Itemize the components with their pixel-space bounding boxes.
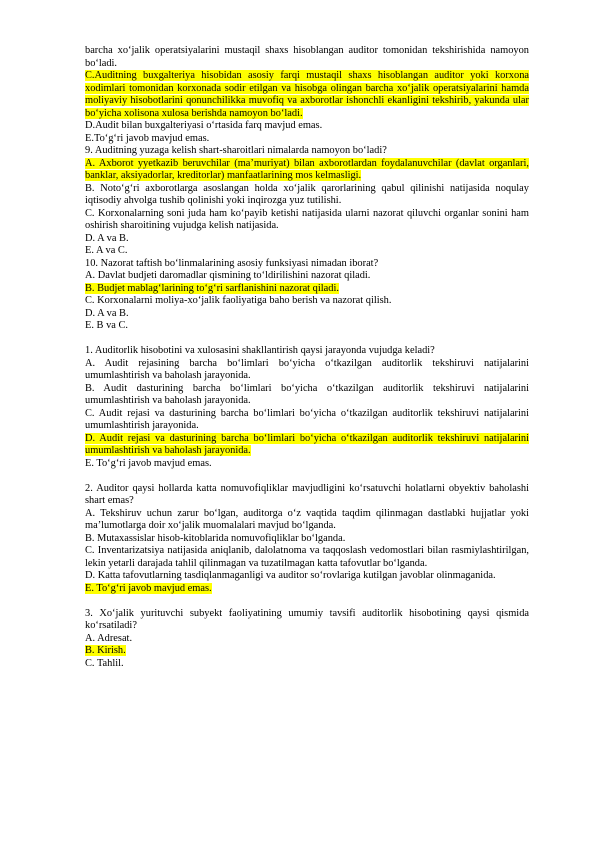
paragraph <box>85 345 529 358</box>
paragraph-text: E. B va C. <box>85 320 129 331</box>
paragraph-text: barcha xo‘jalik operatsiyalarini mustaqil shaxs hisoblangan auditor tomonidan tekshirishida namoyon bo‘ladi. <box>85 45 529 69</box>
paragraph <box>85 45 529 70</box>
paragraph <box>85 245 529 258</box>
paragraph <box>85 308 529 321</box>
highlighted-answer <box>85 583 529 596</box>
paragraph <box>85 120 529 133</box>
paragraph <box>85 270 529 283</box>
paragraph-text: D. A va B. <box>85 307 129 319</box>
paragraph <box>85 458 529 471</box>
paragraph-text: A. Axborot yyetkazib beruvchilar (ma’muriyat) bilan axborotlardan foydalanuvchilar (davlat organlari, banklar, aksiyadorlar, kreditorlar) manfaatlarining mos kelmasligi. <box>85 157 529 181</box>
paragraph-text: 2. Auditor qaysi hollarda katta nomuvofiqliklar mavjudligini ko‘rsatuvchi holatlarni obyektiv baholashi shart emas? <box>85 482 529 506</box>
paragraph-text: B. Mutaxassislar hisob-kitoblarida nomuvofiqliklar bo‘lganda. <box>85 532 346 544</box>
paragraph-text: E. A va C. <box>85 245 128 256</box>
paragraph-text: B. Kirish. <box>85 645 126 656</box>
paragraph <box>85 208 529 233</box>
paragraph-text: 9. Auditning yuzaga kelish shart-sharoitlari nimalarda namoyon bo‘ladi? <box>85 145 387 156</box>
paragraph <box>85 658 529 671</box>
paragraph-text: A. Davlat budjeti daromadlar qismining to‘ldirilishini nazorat qiladi. <box>85 270 371 281</box>
highlighted-answer <box>85 645 529 658</box>
paragraph <box>85 408 529 433</box>
paragraph <box>85 570 529 583</box>
paragraph <box>85 295 529 308</box>
paragraph-text: C. Korxonalarni moliya-xo‘jalik faoliyatiga baho berish va nazorat qilish. <box>85 295 392 306</box>
paragraph <box>85 508 529 533</box>
highlighted-answer <box>85 158 529 183</box>
paragraph-text: D. A va B. <box>85 232 129 244</box>
paragraph <box>85 633 529 646</box>
blank-line <box>85 595 529 608</box>
highlighted-answer <box>85 433 529 458</box>
paragraph-text: 3. Xo‘jalik yurituvchi subyekt faoliyatining umumiy tavsifi auditorlik hisobotining qaysi qismida ko‘rsatiladi? <box>85 607 529 631</box>
blank-line <box>85 333 529 346</box>
paragraph-text: B. Budjet mablag‘larining to‘g‘ri sarflanishini nazorat qiladi. <box>85 282 339 294</box>
paragraph <box>85 233 529 246</box>
blank-line <box>85 470 529 483</box>
paragraph <box>85 383 529 408</box>
paragraph-text: B. Audit dasturining barcha bo‘limlari bo‘yicha o‘tkazilgan auditorlik tekshiruvi natijalarini umumlashtirish va baholash jarayonida. <box>85 382 529 406</box>
paragraph <box>85 258 529 271</box>
paragraph-text: A. Tekshiruv uchun zarur bo‘lgan, auditorga o‘z vaqtida taqdim qilinmagan dastlabki hujjatlar yoki ma’lumotlarga doir xo‘jalik muomalalari mavjud bo‘lganda. <box>85 507 529 531</box>
paragraph <box>85 320 529 333</box>
paragraph-text: 1. Auditorlik hisobotini va xulosasini shakllantirish qaysi jarayonda vujudga keladi? <box>85 345 435 356</box>
paragraph-text: D. Katta tafovutlarning tasdiqlanmaganligi va auditor so‘rovlariga kutilgan javoblar olinmaganida. <box>85 570 496 581</box>
paragraph <box>85 133 529 146</box>
paragraph-text: E.To‘g‘ri javob mavjud emas. <box>85 132 210 144</box>
paragraph-text: D.Audit bilan buxgalteriyasi o‘rtasida farq mavjud emas. <box>85 120 323 131</box>
paragraph-text: A. Adresat. <box>85 632 133 644</box>
paragraph-text: C. Tahlil. <box>85 657 124 669</box>
paragraph <box>85 533 529 546</box>
highlighted-answer <box>85 70 529 120</box>
paragraph-text: E. To‘g‘ri javob mavjud emas. <box>85 457 212 469</box>
paragraph <box>85 183 529 208</box>
document-body <box>85 45 529 670</box>
paragraph-text: C. Korxonalarning soni juda ham ko‘payib ketishi natijasida ularni nazorat qiluvchi organlar sonini ham oshirish sharoitining vujudga kelish natijasida. <box>85 207 529 231</box>
paragraph-text: C. Inventarizatsiya natijasida aniqlanib, dalolatnoma va taqqoslash vedomostlari bilan rasmiylashtirilgan, lekin yetarli darajada tahlil qilinmagan va tuzatilmagan katta tafovutlar bo‘lganda. <box>85 545 529 569</box>
paragraph-text: B. Noto‘g‘ri axborotlarga asoslangan holda xo‘jalik qarorlarining qabul qilinishi natijasida noqulay iqtisodiy ahvolga tushib qolinishi yoki inqirozga yuz tutilishi. <box>85 182 529 206</box>
paragraph-text: C.Auditning buxgalteriya hisobidan asosiy farqi mustaqil shaxs hisoblangan auditor yoki korxona xodimlari tomonidan korxonada sodir etilgan va hisobga olingan barcha xo‘jalik operatsiyalarini hamda moliyaviy hisobotlarini qonunchilikka muvofiq va axborotlar ishonchli ekanligini tekshirib, yakunda ular bo‘yicha xolisona xulosa berishda namoyon bo‘ladi. <box>85 70 529 119</box>
paragraph-text: A. Audit rejasining barcha bo‘limlari bo‘yicha o‘tkazilgan auditorlik tekshiruvi natijalarini umumlashtirish va baholash jarayonida. <box>85 357 529 381</box>
paragraph <box>85 358 529 383</box>
highlighted-answer <box>85 283 529 296</box>
paragraph <box>85 608 529 633</box>
paragraph-text: D. Audit rejasi va dasturining barcha bo‘limlari bo‘yicha o‘tkazilgan auditorlik tekshiruvi natijalarini umumlashtirish va baholash jarayonida. <box>85 432 529 456</box>
paragraph <box>85 145 529 158</box>
paragraph-text: 10. Nazorat taftish bo‘linmalarining asosiy funksiyasi nimadan iborat? <box>85 257 379 269</box>
paragraph <box>85 545 529 570</box>
paragraph-text: E. To‘g‘ri javob mavjud emas. <box>85 582 212 594</box>
paragraph <box>85 483 529 508</box>
paragraph-text: C. Audit rejasi va dasturining barcha bo‘limlari bo‘yicha o‘tkazilgan auditorlik tekshiruvi natijalarini umumlashtirish jarayonida. <box>85 407 529 431</box>
